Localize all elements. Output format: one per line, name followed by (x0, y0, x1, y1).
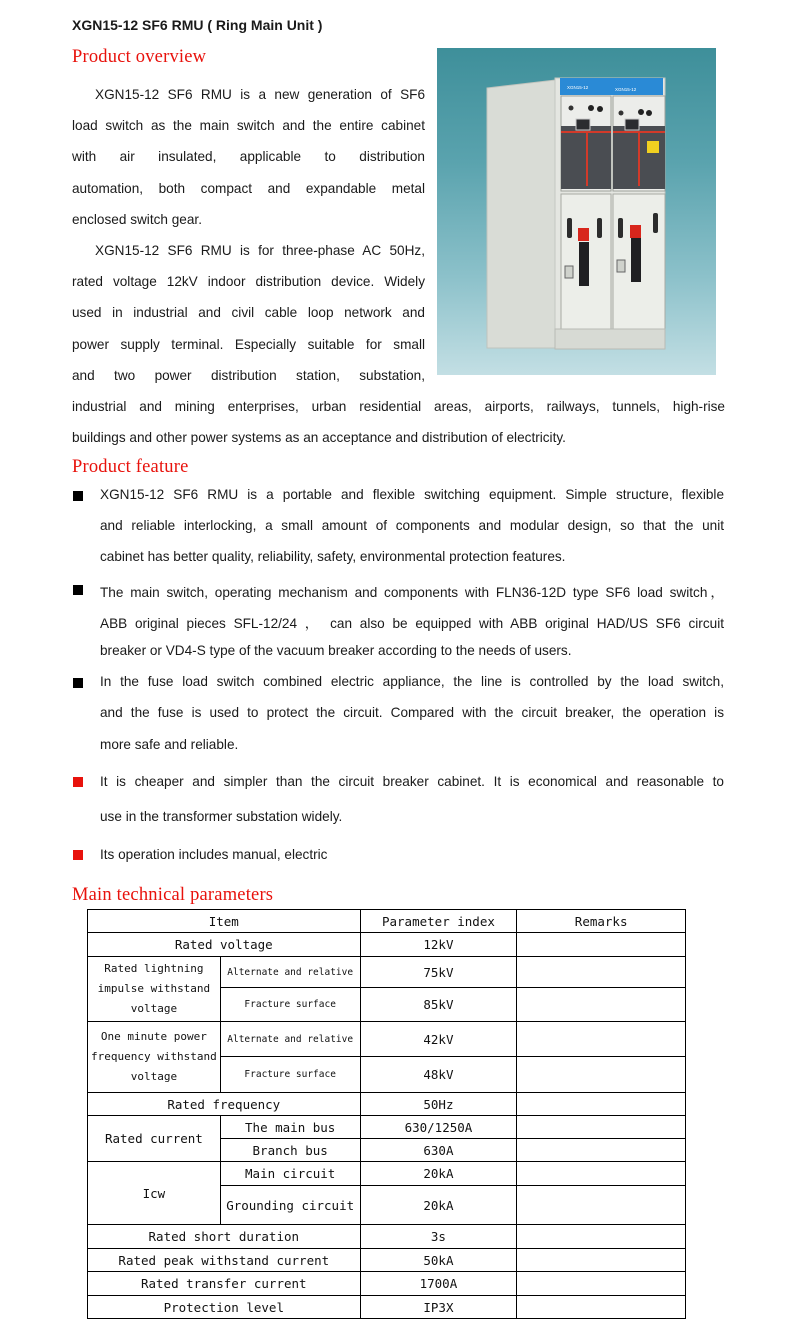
table-row (88, 1116, 686, 1139)
sub-item-cell: Alternate and relative (220, 957, 360, 988)
value-cell: 50Hz (360, 1093, 517, 1116)
feature-line: In the fuse load switch combined electric appliance, the line is controlled by the load switch, (100, 674, 724, 689)
item-label-line: One minute power (100, 1030, 207, 1043)
table-row (88, 957, 686, 988)
value-cell: 20kA (360, 1162, 517, 1186)
item-cell: Rated peak withstand current (88, 1249, 361, 1272)
overview-line: rated voltage 12kV indoor distribution device. Widely (72, 274, 425, 289)
overview-line: enclosed switch gear. (72, 212, 202, 227)
remarks-cell (517, 1249, 686, 1272)
remarks-cell (517, 1186, 686, 1225)
remarks-cell (517, 1093, 686, 1116)
overview-line: XGN15-12 SF6 RMU is a new generation of SF6 (95, 87, 425, 102)
feature-line: use in the transformer substation widely. (100, 809, 343, 824)
table-row (88, 1296, 686, 1319)
sub-item-cell: Alternate and relative (220, 1022, 360, 1057)
overview-line: industrial and mining enterprises, urban residential areas, airports, railways, tunnels, high-rise (72, 399, 725, 414)
bullet-square-icon (73, 678, 83, 688)
sub-item-cell: Fracture surface (220, 988, 360, 1022)
item-cell-group: Icw (88, 1162, 221, 1225)
feature-line: cabinet has better quality, reliability, safety, environmental protection features. (100, 549, 566, 564)
table-row (88, 1022, 686, 1057)
remarks-cell (517, 1057, 686, 1093)
column-header-remarks: Remarks (517, 910, 686, 933)
sub-item-cell: Main circuit (220, 1162, 360, 1186)
column-header-item: Item (88, 910, 361, 933)
table-row (88, 1162, 686, 1186)
item-label-line: impulse withstand (97, 982, 211, 995)
value-cell: 630A (360, 1139, 517, 1162)
item-label-line: voltage (130, 1070, 178, 1083)
document-title: XGN15-12 SF6 RMU ( Ring Main Unit ) (72, 17, 323, 33)
feature-line: and the fuse is used to protect the circuit. Compared with the circuit breaker, the operation is (100, 705, 724, 720)
feature-line: Its operation includes manual, electric (100, 847, 328, 862)
overview-line: XGN15-12 SF6 RMU is for three-phase AC 50Hz, (95, 243, 425, 258)
feature-line: ABB original pieces SFL-12/24 ， can also be equipped with ABB original HAD/US SF6 circuit (100, 616, 724, 631)
column-header-parameter: Parameter index (360, 910, 517, 933)
table-row (88, 1093, 686, 1116)
feature-heading: Product feature (72, 457, 189, 477)
remarks-cell (517, 957, 686, 988)
bullet-square-red-icon (73, 850, 83, 860)
item-label-line: frequency withstand (90, 1050, 217, 1063)
sub-item-cell: Fracture surface (220, 1057, 360, 1093)
remarks-cell (517, 1116, 686, 1139)
table-row (88, 1272, 686, 1296)
value-cell: 85kV (360, 988, 517, 1022)
table-row (88, 1249, 686, 1272)
feature-line: XGN15-12 SF6 RMU is a portable and flexible switching equipment. Simple structure, flexible (100, 487, 724, 502)
remarks-cell (517, 1225, 686, 1249)
parameters-table (87, 909, 686, 1319)
feature-line: and reliable interlocking, a small amount of components and modular design, so that the unit (100, 518, 724, 533)
product-photo (437, 48, 716, 375)
remarks-cell (517, 1296, 686, 1319)
bullet-square-icon (73, 491, 83, 501)
item-cell: Rated transfer current (88, 1272, 361, 1296)
value-cell: 42kV (360, 1022, 517, 1057)
remarks-cell (517, 1272, 686, 1296)
value-cell: IP3X (360, 1296, 517, 1319)
overview-line: with air insulated, applicable to distribution (72, 149, 425, 164)
table-row (88, 933, 686, 957)
item-cell-group (88, 957, 221, 1022)
value-cell: 12kV (360, 933, 517, 957)
remarks-cell (517, 933, 686, 957)
value-cell: 75kV (360, 957, 517, 988)
overview-heading: Product overview (72, 47, 207, 67)
overview-line: buildings and other power systems as an acceptance and distribution of electricity. (72, 430, 566, 445)
switchgear-cabinet-illustration (437, 48, 716, 375)
remarks-cell (517, 1162, 686, 1186)
item-label-line: voltage (130, 1002, 178, 1015)
overview-line: and two power distribution station, substation, (72, 368, 425, 383)
feature-line: The main switch, operating mechanism and components with FLN36-12D type SF6 load switch， (100, 585, 724, 600)
feature-line: It is cheaper and simpler than the circuit breaker cabinet. It is economical and reasonable to (100, 774, 724, 789)
table-header-row (88, 910, 686, 933)
feature-line: more safe and reliable. (100, 737, 239, 752)
remarks-cell (517, 1022, 686, 1057)
item-cell: Rated short duration (88, 1225, 361, 1249)
feature-line: breaker or VD4-S type of the vacuum breaker according to the needs of users. (100, 643, 572, 658)
item-label-line: Rated lightning (104, 962, 204, 975)
item-cell: Protection level (88, 1296, 361, 1319)
overview-line: automation, both compact and expandable metal (72, 181, 425, 196)
value-cell: 1700A (360, 1272, 517, 1296)
panel-label-left: XGN15-12 (567, 85, 589, 90)
overview-line: load switch as the main switch and the entire cabinet (72, 118, 425, 133)
parameters-heading: Main technical parameters (72, 885, 274, 905)
item-cell-group (88, 1022, 221, 1093)
sub-item-cell: Grounding circuit (220, 1186, 360, 1225)
value-cell: 48kV (360, 1057, 517, 1093)
remarks-cell (517, 988, 686, 1022)
panel-label-right: XGN15-12 (615, 87, 637, 92)
value-cell: 50kA (360, 1249, 517, 1272)
sub-item-cell: The main bus (220, 1116, 360, 1139)
bullet-square-icon (73, 585, 83, 595)
overview-line: power supply terminal. Especially suitable for small (72, 337, 425, 352)
remarks-cell (517, 1139, 686, 1162)
item-cell: Rated frequency (88, 1093, 361, 1116)
value-cell: 20kA (360, 1186, 517, 1225)
sub-item-cell: Branch bus (220, 1139, 360, 1162)
value-cell: 630/1250A (360, 1116, 517, 1139)
item-cell: Rated voltage (88, 933, 361, 957)
table-row (88, 1225, 686, 1249)
value-cell: 3s (360, 1225, 517, 1249)
overview-line: used in industrial and civil cable loop network and (72, 305, 425, 320)
item-cell-group: Rated current (88, 1116, 221, 1162)
bullet-square-red-icon (73, 777, 83, 787)
